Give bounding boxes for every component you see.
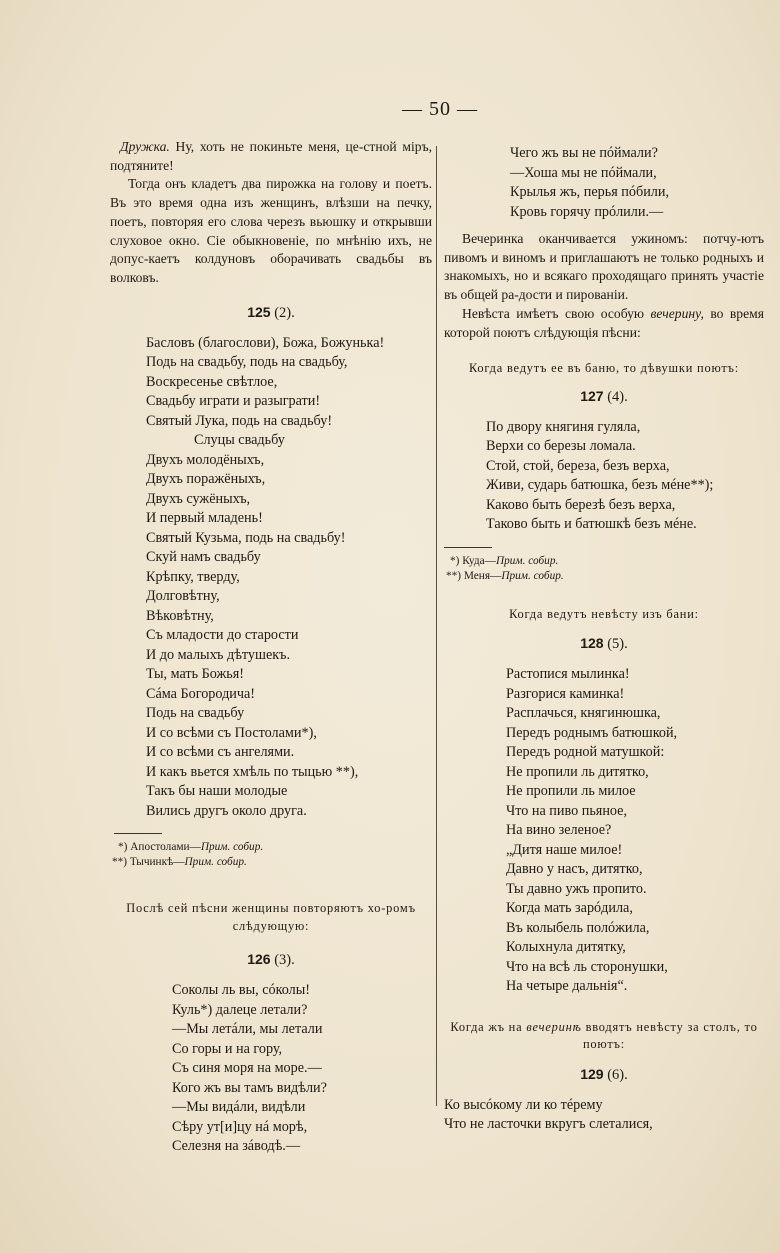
verse-line: Крылья жъ, перья пóбили, bbox=[510, 184, 669, 200]
verse-line: Давно у насъ, дитятко, bbox=[506, 861, 643, 878]
song-subnumber: (5). bbox=[607, 636, 628, 653]
verse-line: Ты, мать Божья! bbox=[146, 666, 245, 683]
verse-line: Долговѣтну, bbox=[146, 588, 220, 605]
verse-line: Таково быть и батюшкѣ безъ мéне. bbox=[486, 516, 697, 533]
verse-line: Двухъ сужёныхъ, bbox=[146, 490, 251, 507]
verse-line: —Хоша мы не пóймали, bbox=[510, 164, 657, 181]
verse-line: Разгорися каминка! bbox=[506, 685, 625, 702]
verse-line: Крѣпку, тверду, bbox=[146, 568, 240, 585]
paragraph-text: во время которой поютъ слѣдующія пѣсни: bbox=[444, 305, 764, 340]
footnote-text: Куда— bbox=[462, 554, 496, 567]
verse-line: Сáма Богородича! bbox=[146, 685, 256, 702]
supper-paragraph: Вечеринка оканчивается ужиномъ: потчу-ютъ пивомъ и виномъ и приглашаютъ не только родныхъ и знакомыхъ, но и всякаго проходящаго принять участіе въ общей ра-дости и пированіи. bbox=[444, 231, 764, 303]
footnote-mark: *) bbox=[450, 554, 460, 567]
footnote bbox=[110, 855, 432, 870]
song-127-heading: Когда ведутъ ее въ баню, то дѣвушки поютъ: bbox=[468, 361, 740, 376]
heading-text: вводятъ невѣсту за столъ, то поютъ: bbox=[583, 1019, 758, 1052]
verse-line: Ко высóкому ли ко тéрему bbox=[444, 1096, 603, 1113]
column-divider bbox=[436, 146, 437, 1106]
verse-line: И со всѣми съ ангелями. bbox=[146, 744, 295, 761]
verse-line: Растопися мылинка! bbox=[506, 666, 630, 683]
footnote-text: Тычинкѣ— bbox=[129, 856, 185, 869]
footnote-text: Меня— bbox=[463, 569, 502, 582]
verse-line: Не пропили ль дитятко, bbox=[506, 763, 649, 780]
heading-text: Когда жъ на bbox=[450, 1019, 523, 1034]
verse-line: Расплачься, княгинюшка, bbox=[506, 705, 661, 722]
footnote bbox=[444, 569, 764, 584]
footnote-mark: **) bbox=[446, 569, 462, 582]
verse-line: Не пропили ль милое bbox=[506, 783, 636, 800]
intro-paragraph bbox=[110, 138, 432, 175]
verse-line: Колыхнула дитятку, bbox=[506, 939, 626, 956]
right-column bbox=[444, 138, 764, 1135]
footnote-mark: *) bbox=[118, 841, 128, 854]
song-subnumber: (4). bbox=[607, 388, 628, 405]
verse-line: Ты давно ужъ пропито. bbox=[506, 880, 647, 897]
song-number: 126 bbox=[247, 951, 271, 968]
verse-line: На вино зеленое? bbox=[506, 822, 612, 839]
verse-line: Что на всѣ ль сторонушки, bbox=[506, 958, 668, 975]
verse-line: Живи, сударь батюшка, безъ мéне**); bbox=[486, 477, 714, 494]
left-column bbox=[110, 138, 432, 1157]
verse-line: Соколы ль вы, сóколы! bbox=[172, 982, 311, 999]
verse-line: Верхи со березы ломала. bbox=[486, 438, 636, 455]
song-129-verse bbox=[444, 1096, 764, 1135]
verse-line: Чего жъ вы не пóймали? bbox=[510, 145, 658, 161]
verse-line: Воскресенье свѣтлое, bbox=[146, 373, 278, 390]
verse-line: Передъ роднымъ батюшкой, bbox=[506, 724, 678, 741]
verse-line: Сѣру ут[и]цу нá морѣ, bbox=[172, 1118, 308, 1135]
song-126-heading: Послѣ сей пѣсни женщины повторяютъ хо-ромъ слѣдующую: bbox=[126, 901, 416, 933]
footnote-note: Прим. собир. bbox=[495, 554, 559, 567]
song-number: 125 bbox=[247, 303, 271, 320]
song-number: 127 bbox=[580, 387, 604, 404]
verse-line: Что не ласточки вкругъ слеталися, bbox=[444, 1116, 653, 1133]
verse-line: Подь на свадьбу bbox=[146, 705, 245, 722]
verse-line: Съ синя моря на море.— bbox=[172, 1060, 322, 1077]
song-number: 128 bbox=[580, 635, 604, 652]
verse-line: Скуй намъ свадьбу bbox=[146, 549, 261, 566]
footnote-mark: **) bbox=[112, 856, 128, 869]
verse-line: Куль*) далеце летали? bbox=[172, 1001, 308, 1018]
verse-line: Святый Кузьма, подь на свадьбу! bbox=[146, 529, 346, 546]
verse-line: —Мы летáли, мы летали bbox=[172, 1021, 323, 1038]
song-126-verse-continued bbox=[444, 144, 764, 222]
verse-line: Подь на свадьбу, подь на свадьбу, bbox=[146, 354, 348, 371]
song-number-125 bbox=[110, 304, 432, 322]
song-number-126 bbox=[110, 951, 432, 969]
song-number: 129 bbox=[580, 1065, 604, 1082]
song-subnumber: (6). bbox=[607, 1066, 628, 1083]
verse-line: Каково быть березѣ безъ верха, bbox=[486, 496, 676, 513]
song-subnumber: (3). bbox=[274, 952, 295, 969]
verse-line: Когда мать зарóдила, bbox=[506, 900, 633, 917]
verse-line: Двухъ поражёныхъ, bbox=[146, 471, 266, 488]
page-number: — 50 — bbox=[402, 98, 478, 120]
footnote-rule bbox=[114, 833, 162, 834]
paragraph-text: Невѣста имѣетъ свою особую bbox=[462, 305, 645, 321]
verse-line: Стой, стой, береза, безъ верха, bbox=[486, 457, 670, 474]
verse-line: По двору княгиня гуляла, bbox=[486, 418, 641, 435]
footnote-text: Апостолами— bbox=[130, 841, 201, 854]
song-number-129 bbox=[444, 1066, 764, 1084]
custom-description-paragraph: Тогда онъ кладетъ два пирожка на голову и поетъ. Въ это время одна изъ женщинъ, влѣзши на печку, поетъ, повторяя его слова черезъ вьюшку и открывши слуховое окно. Сіе обыкновеніе, по мнѣнію ихъ, не допус-каетъ колдуновъ оборачивать свадьбы въ волковъ. bbox=[110, 176, 432, 285]
verse-line: —Мы видáли, видѣли bbox=[172, 1099, 306, 1116]
song-subnumber: (2). bbox=[274, 304, 295, 321]
verse-line: Со горы и на гору, bbox=[172, 1040, 283, 1057]
verse-line: Вѣковѣтну, bbox=[146, 607, 214, 624]
paragraph-italic: вечерину, bbox=[650, 305, 704, 321]
heading-italic: вечеринѣ bbox=[526, 1019, 582, 1034]
verse-line: Такъ бы наши молодые bbox=[146, 783, 288, 800]
speaker-label: Дружка. bbox=[120, 139, 170, 154]
verse-line: Кровь горячу прóлили.— bbox=[510, 203, 664, 220]
verse-line: И до малыхъ дѣтушекъ. bbox=[146, 646, 291, 663]
verse-line: Басловъ (благослови), Божа, Божунька! bbox=[146, 334, 385, 351]
verse-line: Слуцы свадьбу bbox=[194, 432, 285, 449]
song-number-127 bbox=[444, 388, 764, 406]
verse-line: И со всѣми съ Постолами*), bbox=[146, 724, 317, 741]
verse-line: Свадьбу играти и разыграти! bbox=[146, 393, 321, 410]
song-128-verse bbox=[444, 665, 764, 997]
verse-line: „Дитя наше милое! bbox=[506, 841, 623, 858]
footnote-note: Прим. собир. bbox=[184, 856, 247, 869]
song-129-heading bbox=[444, 1019, 764, 1054]
footnote-rule bbox=[444, 547, 492, 548]
song-127-verse bbox=[444, 418, 764, 535]
footnote-note: Прим. собир. bbox=[200, 841, 264, 854]
song-125-verse bbox=[110, 334, 432, 822]
verse-line: Двухъ молодёныхъ, bbox=[146, 451, 265, 468]
verse-line: Что на пиво пьяное, bbox=[506, 802, 628, 819]
footnote-note: Прим. собир. bbox=[501, 569, 564, 582]
song-126-verse bbox=[110, 981, 432, 1157]
verse-line: На четыре дальнія“. bbox=[506, 978, 628, 995]
vecherina-paragraph bbox=[444, 305, 764, 342]
intro-text: Ну, хоть не покиньте меня, це-стной міръ, подтяните! bbox=[110, 139, 432, 173]
verse-line: И первый младень! bbox=[146, 510, 263, 527]
song-number-128 bbox=[444, 635, 764, 653]
footnote bbox=[110, 840, 432, 855]
verse-line: Передъ родной матушкой: bbox=[506, 744, 665, 761]
footnote bbox=[444, 554, 764, 569]
verse-line: Въ колыбель полóжила, bbox=[506, 919, 650, 936]
verse-line: Вились другъ около друга. bbox=[146, 802, 307, 819]
verse-line: Кого жъ вы тамъ видѣли? bbox=[172, 1079, 327, 1096]
verse-line: Съ младости до старости bbox=[146, 627, 299, 644]
verse-line: Селезня на зáводѣ.— bbox=[172, 1138, 301, 1155]
verse-line: Святый Лука, подь на свадьбу! bbox=[146, 412, 333, 429]
verse-line: И какъ вьется хмѣль по тыцью **), bbox=[146, 763, 359, 780]
song-128-heading: Когда ведутъ невѣсту изъ бани: bbox=[509, 606, 699, 621]
